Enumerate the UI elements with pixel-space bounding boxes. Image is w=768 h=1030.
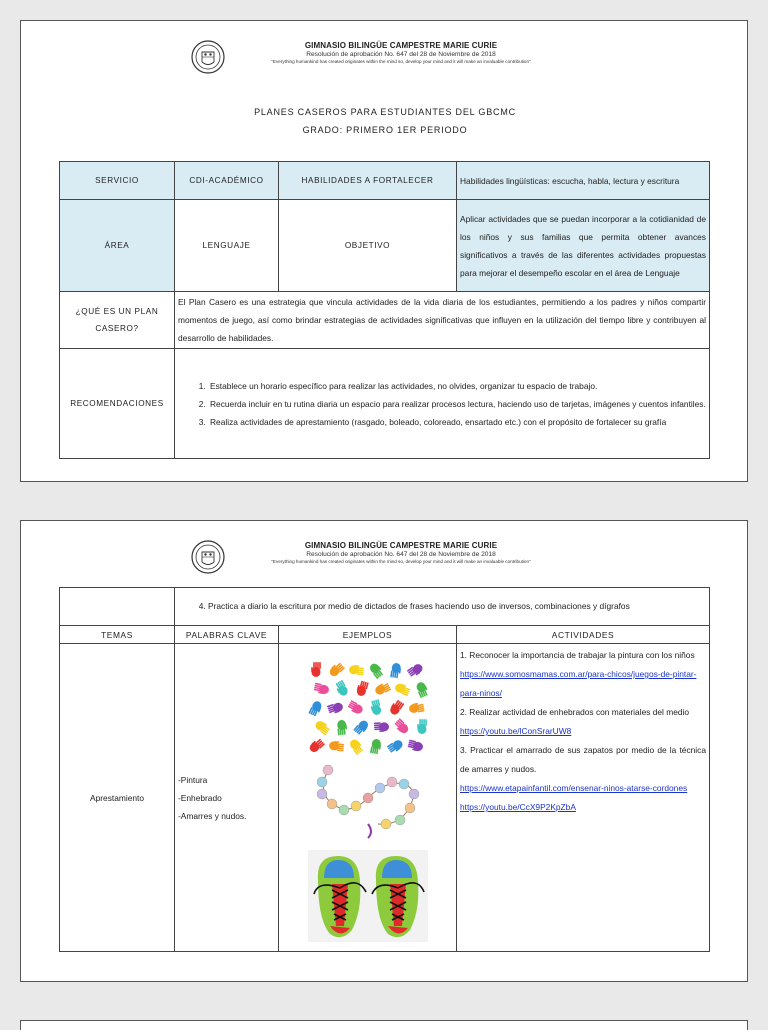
resolution-text: Resolución de aprobación No. 647 del 28 de Noviembre de 2018	[306, 51, 496, 58]
col-header-ejemplos: EJEMPLOS	[279, 626, 457, 644]
plan-casero-value: El Plan Casero es una estrategia que vincula actividades de la vida diaria de los estudiantes, permitiendo a los padres y niños compartir momentos de juego, así como brindar estrategias de actividades significativas que influyen en la utilización del tiempo libre y contribuyen al desarrollo de habilidades.	[175, 292, 710, 349]
document-page-1	[20, 20, 748, 482]
recomendaciones-list-cell	[175, 349, 710, 459]
handprint-shape	[311, 662, 321, 677]
handprint-shape	[417, 719, 427, 734]
handprint-shape	[348, 665, 364, 676]
col-header-palabras: PALABRAS CLAVE	[175, 626, 279, 644]
handprint-shape	[326, 701, 343, 715]
handprint-shape	[346, 700, 364, 716]
grade-title: GRADO: PRIMERO 1ER PERIODO	[302, 125, 468, 135]
bead-shape	[351, 801, 361, 811]
handprint-shape	[336, 719, 347, 735]
recomendacion-item: 4. Practica a diario la escritura por medio de dictados de frases haciendo uso de inversos, combinaciones y dígrafos	[208, 597, 706, 616]
bead-shape	[381, 819, 391, 829]
handprint-shape	[328, 741, 344, 752]
col-header-temas: TEMAS	[60, 626, 175, 644]
handprint-shape	[333, 680, 349, 698]
activities-table	[59, 587, 710, 952]
recomendacion-item: 2. Recuerda incluir en tu rutina diaria un espacio para realizar procesos lectura, haciendo uso de tarjetas, imágenes y cuentos infantiles.	[208, 395, 706, 413]
continued-cell-empty	[60, 588, 175, 626]
handprint-shape	[308, 700, 323, 718]
lacing-shoes-image	[308, 850, 428, 942]
bead-shape	[395, 815, 405, 825]
bead-shape	[405, 803, 415, 813]
keyword: -Enhebrado	[178, 792, 222, 803]
school-name: GIMNASIO BILINGÜE CAMPESTRE MARIE CURIE	[304, 41, 498, 50]
handprint-shape	[307, 737, 325, 754]
handprint-shape	[406, 662, 424, 678]
recomendacion-item: 1. Establece un horario específico para realizar las actividades, no olvides, organizar tu espacio de trabajo.	[208, 377, 706, 395]
handprint-shape	[408, 702, 425, 714]
bead-shape	[317, 777, 327, 787]
handprint-shape	[369, 699, 382, 716]
bead-shape	[387, 777, 397, 787]
plan-title: PLANES CASEROS PARA ESTUDIANTES DEL GBCMC	[254, 107, 516, 117]
handprint-shape	[313, 683, 330, 696]
tema-cell: Aprestamiento	[60, 644, 175, 952]
school-header	[191, 535, 611, 581]
handprint-shape	[386, 738, 404, 754]
bead-shape	[317, 789, 327, 799]
handprint-shape	[353, 719, 370, 737]
area-value: LENGUAJE	[175, 200, 279, 292]
school-header	[191, 35, 611, 81]
school-motto: "Everything humankind has created originates within the mind so, develop your mind and it will make an invaluable contribution"	[271, 59, 531, 64]
ejemplos-cell	[279, 644, 457, 952]
handprint-shape	[414, 681, 429, 699]
bead-shape	[399, 779, 409, 789]
palabras-cell	[175, 644, 279, 952]
actividades-cell	[457, 644, 710, 952]
handprint-shape	[373, 722, 388, 732]
bead-shape	[375, 783, 385, 793]
resolution-text: Resolución de aprobación No. 647 del 28 de Noviembre de 2018	[306, 551, 496, 558]
servicio-label: SERVICIO	[60, 162, 175, 200]
handprint-shape	[390, 662, 402, 678]
plan-casero-label: ¿QUÉ ES UN PLAN CASERO?	[60, 292, 175, 349]
handprint-shape	[347, 738, 364, 756]
objetivo-label: OBJETIVO	[279, 200, 457, 292]
recomendaciones-list	[178, 377, 706, 431]
document-page-2	[20, 520, 748, 982]
activity-3-text: 3. Practicar el amarrado de sus zapatos por medio de la técnica de amarres y nudos.	[460, 745, 707, 774]
activity-2-link[interactable]: https://youtu.be/lConSrarUW8	[460, 726, 572, 736]
area-label: ÁREA	[60, 200, 175, 292]
handprint-shape	[313, 719, 331, 736]
bead-shape	[409, 789, 419, 799]
document-page-3	[20, 1020, 748, 1030]
keyword: -Amarres y nudos.	[178, 810, 247, 821]
bead-shape	[339, 805, 349, 815]
continued-list	[178, 597, 706, 616]
school-name: GIMNASIO BILINGÜE CAMPESTRE MARIE CURIE	[304, 541, 498, 550]
activity-1-link[interactable]: https://www.somosmamas.com.ar/para-chicos/juegos-de-pintar-para-ninos/	[460, 669, 697, 698]
activity-1-text: 1. Reconocer la importancia de trabajar la pintura con los niños	[460, 650, 695, 660]
handprint-shape	[327, 661, 345, 678]
plan-info-table	[59, 161, 710, 459]
activity-3-link-2[interactable]: https://youtu.be/CcX9P2KpZbA	[460, 802, 576, 812]
handprint-shape	[367, 662, 384, 680]
handprint-shape	[392, 718, 409, 735]
lacing-beads-image	[308, 760, 428, 840]
bead-shape	[327, 799, 337, 809]
recomendacion-item: 3. Realiza actividades de aprestamiento (rasgado, boleado, coloreado, ensartado etc.) con el propósito de fortalecer su grafía	[208, 413, 706, 431]
continued-list-cell	[175, 588, 710, 626]
bead-shape	[323, 765, 333, 775]
keyword: -Pintura	[178, 774, 208, 785]
recomendaciones-label: RECOMENDACIONES	[60, 349, 175, 459]
objetivo-value: Aplicar actividades que se puedan incorporar a la cotidianidad de los niños y sus familias que permita obtener avances significativos a través de las diferentes actividades propuestas para mejorar el desempeño escolar en el área de Lenguaje	[457, 200, 710, 292]
bead-shape	[363, 793, 373, 803]
handprint-shape	[393, 682, 410, 696]
col-header-actividades: ACTIVIDADES	[457, 626, 710, 644]
habilidades-value: Habilidades lingüísticas: escucha, habla, lectura y escritura	[457, 162, 710, 200]
handprints-image	[306, 660, 430, 756]
activity-3-link-1[interactable]: https://www.etapainfantil.com/ensenar-ninos-atarse-cordones	[460, 783, 688, 793]
handprint-shape	[370, 738, 382, 754]
handprint-shape	[373, 681, 391, 696]
school-motto: "Everything humankind has created originates within the mind so, develop your mind and it will make an invaluable contribution"	[271, 559, 531, 564]
handprint-shape	[407, 740, 424, 753]
handprint-shape	[355, 680, 368, 697]
activity-2-text: 2. Realizar actividad de enhebrados con materiales del medio	[460, 707, 690, 717]
handprint-shape	[388, 699, 404, 717]
habilidades-label: HABILIDADES A FORTALECER	[279, 162, 457, 200]
servicio-value: CDI-ACADÉMICO	[175, 162, 279, 200]
